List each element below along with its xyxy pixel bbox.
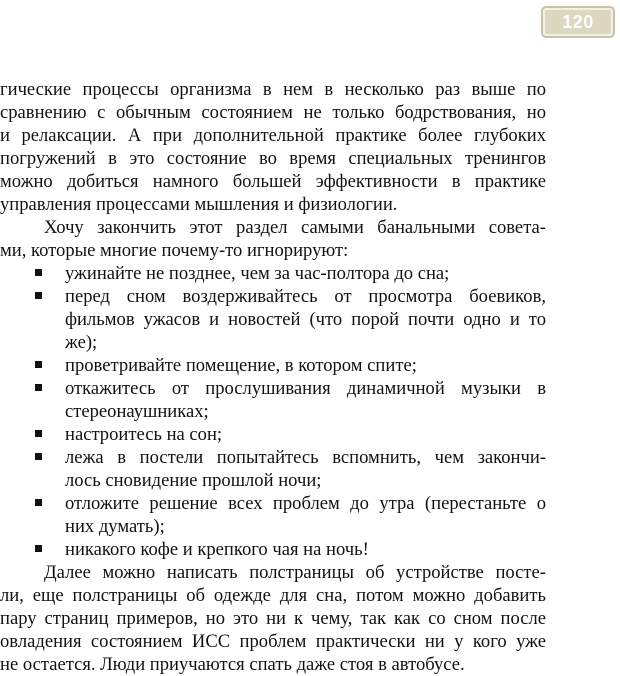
list-item (0, 538, 546, 561)
list-item-text: лежа в постели попытайтесь вспомнить, чем закончи- (65, 447, 546, 468)
list-item-text: перед сном воздерживайтесь от просмотра боевиков, (65, 286, 546, 307)
list-item (0, 492, 546, 538)
list-item (0, 262, 546, 285)
bullet-icon (35, 430, 42, 437)
bullet-icon (35, 499, 42, 506)
body-text (0, 78, 546, 676)
list-item (0, 354, 546, 377)
advice-list (0, 262, 546, 561)
paragraph-1 (0, 78, 546, 216)
list-item (0, 423, 546, 446)
list-item-text: лось сновидение прошлой ночи; (65, 470, 322, 491)
text-line: Далее можно написать полстраницы об устройстве посте- (44, 562, 546, 583)
list-item-text: настроитесь на сон; (65, 424, 223, 445)
text-line: погружений в это состояние во время специальных тренингов (0, 148, 546, 169)
list-item-text: стереонаушниках; (65, 401, 209, 422)
bullet-icon (35, 545, 42, 552)
list-item (0, 285, 546, 354)
list-item-text: же); (65, 332, 98, 353)
text-line: пару страниц примеров, но это ни к чему, так как со сном после (0, 608, 546, 629)
text-line: Хочу закончить этот раздел самыми банальными совета- (44, 217, 546, 238)
text-line: ми, которые многие почему-то игнорируют: (0, 240, 349, 261)
paragraph-3 (0, 561, 546, 676)
bullet-icon (35, 269, 42, 276)
bullet-icon (35, 453, 42, 460)
list-item (0, 446, 546, 492)
list-item-text: отложите решение всех проблем до утра (перестаньте о (65, 493, 546, 514)
text-line: сравнению с обычным состоянием не только бодрствования, но (0, 102, 546, 123)
page-number-badge (541, 6, 615, 38)
list-item (0, 377, 546, 423)
text-line: гические процессы организма в нем в несколько раз выше по (0, 79, 546, 100)
bullet-icon (35, 384, 42, 391)
paragraph-2 (0, 216, 546, 262)
bullet-icon (35, 361, 42, 368)
list-item-text: фильмов ужасов и новостей (что порой почти одно и то (65, 309, 546, 330)
page-number: 120 (562, 11, 594, 32)
list-item-text: откажитесь от прослушивания динамичной музыки в (65, 378, 546, 399)
text-line: можно добиться намного большей эффективности в практике (0, 171, 546, 192)
list-item-text: них думать); (65, 516, 165, 537)
list-item-text: ужинайте не позднее, чем за час-полтора до сна; (65, 263, 450, 284)
text-line: овладения состоянием ИСС проблем практически ни у кого уже (0, 631, 546, 652)
list-item-text: проветривайте помещение, в котором спите; (65, 355, 417, 376)
bullet-icon (35, 292, 42, 299)
text-line: не остается. Люди приучаются спать даже стоя в автобусе. (0, 654, 465, 675)
list-item-text: никакого кофе и крепкого чая на ночь! (65, 539, 369, 560)
text-line: ли, еще полстраницы об одежде для сна, потом можно добавить (0, 585, 546, 606)
text-line: и релаксации. А при дополнительной практике более глубоких (0, 125, 546, 146)
text-line: управления процессами мышления и физиологии. (0, 194, 398, 215)
